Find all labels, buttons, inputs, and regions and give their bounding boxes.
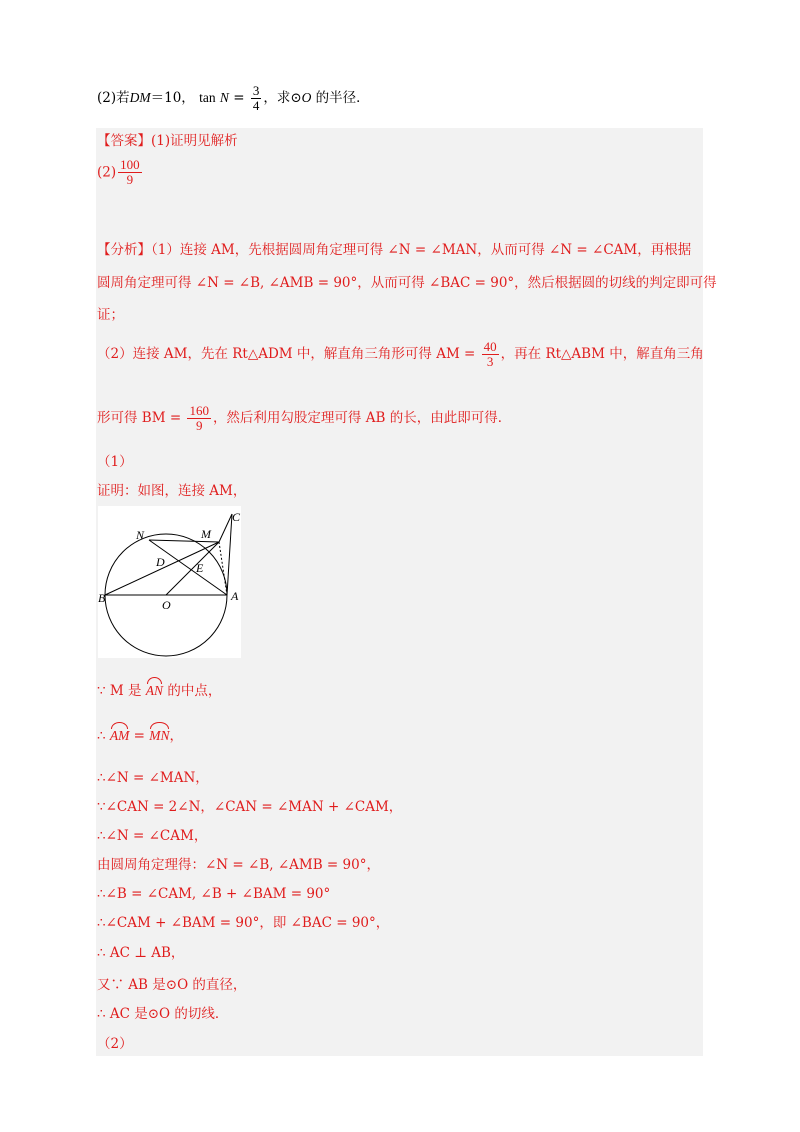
s2a: ∴ bbox=[97, 728, 110, 744]
label-m: M bbox=[201, 527, 211, 541]
analysis-l4a: （2）连接 AM，先在 Rt△ADM 中，解直角三角形可得 AM = bbox=[97, 346, 480, 362]
s2-eq: = bbox=[129, 728, 150, 744]
solution-part2-head: （2） bbox=[97, 1036, 133, 1052]
analysis-l5-num: 160 bbox=[189, 403, 209, 418]
answer-part2-label: (2) bbox=[97, 164, 117, 181]
analysis-l4-den: 3 bbox=[486, 354, 494, 369]
q2-tail: 的半径． bbox=[311, 90, 370, 106]
answer-part2-fraction bbox=[118, 158, 142, 187]
analysis-line-4 bbox=[97, 340, 704, 369]
q2-ask: ，求⊙ bbox=[263, 90, 302, 106]
analysis-l4b: ，再在 Rt△ABM 中，解直角三角 bbox=[500, 346, 704, 362]
answer-line bbox=[97, 131, 238, 151]
label-a: A bbox=[231, 589, 239, 603]
analysis-l5-fraction bbox=[187, 404, 211, 433]
q2-eq: = bbox=[228, 90, 249, 106]
s1b: 的中点， bbox=[163, 683, 222, 699]
analysis-l5a: 形可得 BM = bbox=[97, 410, 186, 426]
proof-step-6: 由圆周角定理得：∠N = ∠B, ∠AMB = 90°， bbox=[97, 857, 380, 873]
label-e: E bbox=[196, 561, 204, 575]
analysis-l5-den: 9 bbox=[195, 418, 203, 433]
answer-part2-den: 9 bbox=[126, 172, 134, 187]
proof-step-2 bbox=[97, 722, 183, 746]
proof-step-8: ∴∠CAM + ∠BAM = 90°，即 ∠BAC = 90°， bbox=[97, 915, 390, 931]
analysis-l5b: ，然后利用勾股定理可得 AB 的长，由此即可得． bbox=[212, 410, 512, 426]
proof-step-9: ∴ AC ⊥ AB， bbox=[97, 945, 185, 961]
s2-arc-am: AM bbox=[110, 722, 130, 746]
proof-step-7: ∴∠B = ∠CAM, ∠B + ∠BAM = 90° bbox=[97, 886, 331, 902]
answer-part1: (1)证明见解析 bbox=[151, 133, 238, 149]
q2-fraction bbox=[251, 84, 262, 113]
analysis-line-3: 证； bbox=[97, 307, 124, 323]
q2-eqval: ＝10， bbox=[150, 90, 195, 106]
answer-part2-num: 100 bbox=[120, 157, 140, 172]
label-d: D bbox=[156, 555, 165, 569]
s2b: ， bbox=[169, 728, 184, 744]
q2-dm: DM bbox=[129, 90, 151, 105]
line-om bbox=[166, 542, 219, 595]
geometry-figure bbox=[98, 506, 241, 658]
s1-arc: AN bbox=[146, 677, 163, 701]
answer-part2 bbox=[97, 158, 144, 187]
q2-label: (2)若 bbox=[97, 90, 130, 106]
analysis-l4-fraction bbox=[482, 340, 499, 369]
analysis-line-5 bbox=[97, 404, 511, 433]
solution-part1-head: （1） bbox=[97, 454, 133, 470]
q2-num: 3 bbox=[252, 83, 260, 98]
analysis-line-1: 【分析】（1）连接 AM，先根据圆周角定理可得 ∠N = ∠MAN，从而可得 ∠N = ∠CAM，再根据 bbox=[97, 242, 692, 258]
proof-step-5: ∴∠N = ∠CAM， bbox=[97, 828, 208, 844]
question-2 bbox=[97, 84, 370, 113]
s1a: ∵ M 是 bbox=[97, 683, 146, 699]
label-b: B bbox=[98, 591, 106, 605]
q2-n: N bbox=[219, 90, 229, 105]
line-ac bbox=[227, 514, 232, 595]
circle-diagram bbox=[98, 506, 241, 658]
label-o: O bbox=[162, 598, 171, 612]
q2-den: 4 bbox=[252, 98, 260, 113]
line-am-dashed bbox=[219, 542, 227, 595]
analysis-l4-num: 40 bbox=[483, 339, 497, 354]
s2-arc-mn: MN bbox=[149, 722, 169, 746]
q2-o: O bbox=[301, 90, 312, 105]
proof-step-11: ∴ AC 是⊙O 的切线． bbox=[97, 1006, 229, 1022]
label-n: N bbox=[136, 528, 145, 542]
label-c: C bbox=[232, 510, 241, 524]
analysis-line-2: 圆周角定理可得 ∠N = ∠B, ∠AMB = 90°，从而可得 ∠BAC = 90°，然后根据圆的切线的判定即可得 bbox=[97, 275, 717, 291]
proof-step-1 bbox=[97, 677, 221, 701]
proof-intro: 证明：如图，连接 AM， bbox=[97, 483, 247, 499]
proof-step-10: 又∵ AB 是⊙O 的直径， bbox=[97, 977, 247, 993]
q2-tan: tan bbox=[199, 90, 216, 105]
answer-tag: 【答案】 bbox=[97, 133, 151, 149]
proof-step-4: ∵∠CAN = 2∠N，∠CAN = ∠MAN + ∠CAM， bbox=[97, 799, 403, 815]
proof-step-3: ∴∠N = ∠MAN， bbox=[97, 770, 209, 786]
